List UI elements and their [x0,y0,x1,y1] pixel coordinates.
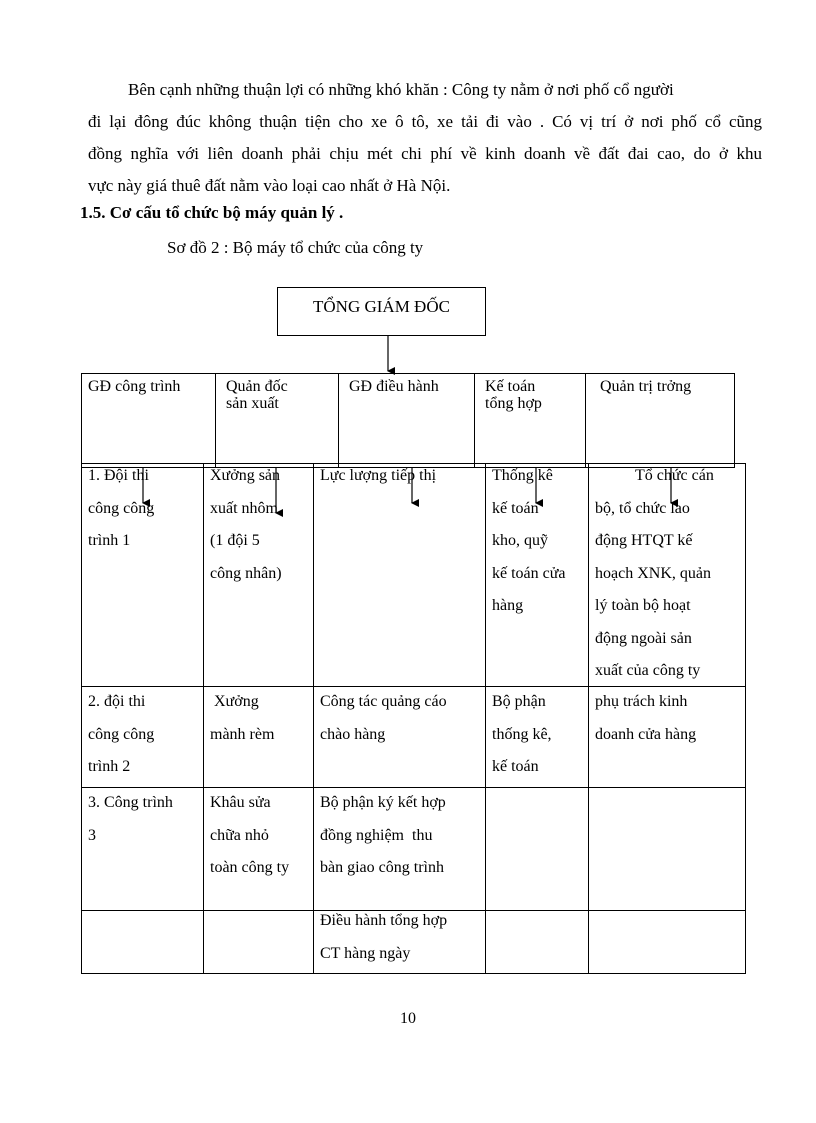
cell-line: Xưởng [210,693,259,710]
header-label: GĐ điều hành [349,378,439,395]
cell-line: Bộ phận [492,693,546,710]
grid-cell [204,686,313,751]
diagram-caption: Sơ đồ 2 : Bộ máy tổ chức của công ty [167,238,424,257]
cell-line: Điều hành tổng hợp [320,912,448,929]
cell-line: kho, quỹ [492,532,548,549]
cell-line: bộ, tổ chức lao [595,499,690,517]
cell-line: công nhân) [210,564,282,582]
grid-cell [314,460,485,493]
cell-line: thống kê, [492,725,552,743]
header-label: Quản trị trởng [600,378,692,395]
cell-line: công công [88,725,155,743]
header-label: sản xuất [226,395,279,412]
header-box-4 [474,373,586,468]
cell-line: hàng [492,597,524,614]
grid-cell [589,460,745,688]
cell-line: mành rèm [210,725,275,743]
cell-line: Tổ chức cán [635,467,714,484]
grid-cell [486,460,588,623]
cell-line: đồng nghiệm thu [320,826,433,844]
cell-line: phụ trách kinh [595,693,688,710]
header-box-3 [338,373,475,468]
cell-line: chào hàng [320,725,386,743]
cell-line: Lực lượng tiếp thị [320,467,437,484]
cell-line: chữa nhỏ [210,826,269,844]
cell-line: toàn công ty [210,859,290,876]
cell-line: xuất nhôm [210,499,278,517]
grid-cell [204,460,313,590]
cell-line: trình 2 [88,758,131,775]
cell-line: động HTQT kế [595,532,693,549]
cell-line: 2. đội thi [88,693,146,710]
header-box-5 [585,373,735,468]
grid-cell [82,787,203,852]
cell-line: Thống kê [492,467,553,484]
cell-line: hoạch XNK, quản [595,564,711,582]
paragraph-line: vực này giá thuê đất nằm vào loại cao nhất ở Hà Nội. [88,176,451,195]
grid-cell [82,460,203,558]
grid-cell [314,905,485,970]
grid-cell [314,787,485,885]
page-number: 10 [400,1010,416,1027]
cell-line: Xưởng sản [210,467,281,484]
header-label: Quản đốc [226,378,288,395]
paragraph-line: đồng nghĩa với liên doanh phải chịu mét chi phí về kinh doanh về đất đai cao, do ở khu [88,144,762,163]
grid-cell [314,686,485,751]
cell-line: bàn giao công trình [320,859,444,876]
grid-cell [82,686,203,784]
cell-line: CT hàng ngày [320,944,411,962]
cell-line: kế toán cửa [492,564,566,582]
header-box-1 [81,373,216,468]
cell-line: Khâu sửa [210,794,271,811]
cell-line: (1 đội 5 [210,532,260,549]
grid-cell [204,787,313,885]
cell-line: động ngoài sản [595,629,692,647]
cell-line: xuất của công ty [595,662,701,679]
header-label: tổng hợp [485,395,542,412]
paragraph-line: đi lại đông đúc không thuận tiện cho xe ô tô, xe tải đi vào . Có vị trí ở nơi phố cổ cũng [88,112,762,131]
cell-line: Công tác quảng cáo [320,693,447,710]
header-label: GĐ công trình [88,378,181,395]
cell-line: kế toán [492,758,539,775]
cell-line: công công [88,499,155,517]
cell-line: 3 [88,826,96,844]
section-heading: 1.5. Cơ cấu tổ chức bộ máy quản lý . [80,203,344,222]
cell-line: trình 1 [88,532,131,549]
department-grid [81,463,746,974]
cell-line: kế toán [492,499,539,517]
ceo-box: TỔNG GIÁM ĐỐC [277,287,486,336]
grid-cell [486,686,588,784]
cell-line: doanh cửa hàng [595,725,697,743]
paragraph-line: Bên cạnh những thuận lợi có những khó khăn : Công ty nằm ở nơi phố cổ người [128,80,674,99]
cell-line: Bộ phận ký kết hợp [320,794,446,811]
grid-cell [589,686,745,751]
header-box-2 [215,373,339,468]
cell-line: lý toàn bộ hoạt [595,597,691,614]
cell-line: 3. Công trình [88,794,173,811]
header-label: Kế toán [485,378,536,395]
cell-line: 1. Đội thi [88,467,149,484]
intro-paragraph [88,74,762,202]
